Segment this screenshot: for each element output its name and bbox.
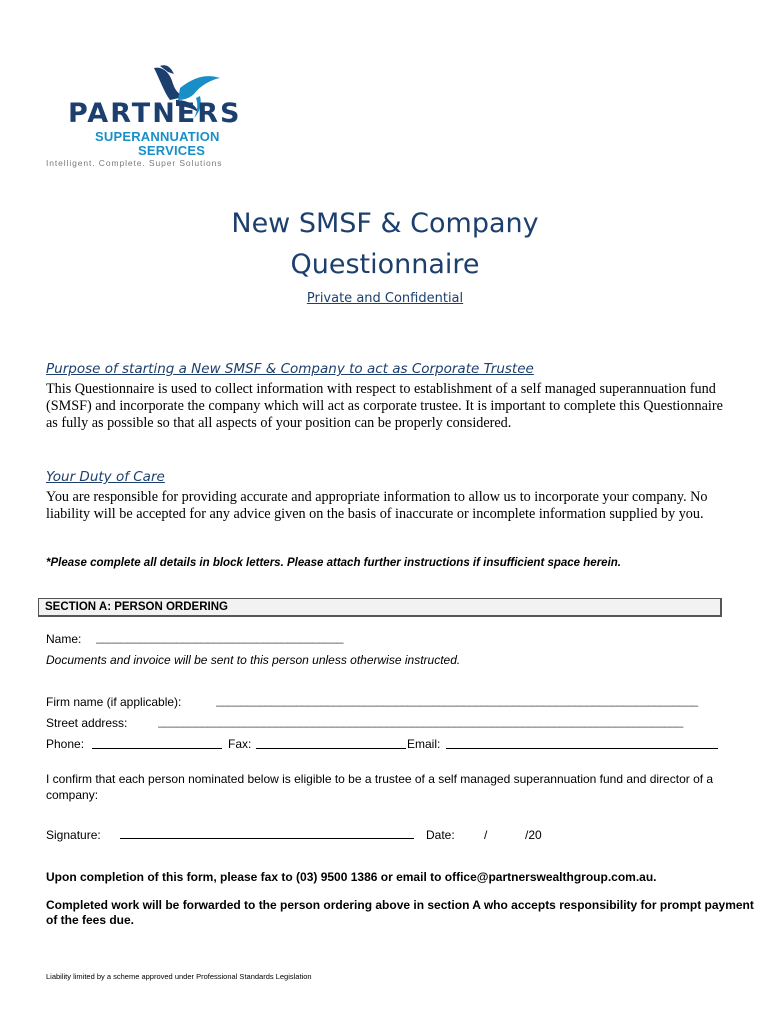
- signature-label: Signature:: [46, 828, 101, 842]
- name-field[interactable]: ________________________________________: [96, 630, 343, 644]
- section-a-title: SECTION A: PERSON ORDERING: [45, 601, 228, 613]
- completed-work-instruction: Completed work will be forwarded to the person ordering above in section A who accepts responsibility for prompt payment of the fees due.: [46, 898, 754, 927]
- fax-field[interactable]: [256, 748, 406, 749]
- documents-note: Documents and invoice will be sent to this person unless otherwise instructed.: [46, 653, 461, 667]
- firm-name-field[interactable]: ______________________________________________________________________________: [216, 693, 698, 707]
- date-label: Date:: [426, 828, 455, 842]
- name-label: Name:: [46, 632, 82, 646]
- block-letters-note: *Please complete all details in block letters. Please attach further instructions if insufficient space herein.: [46, 557, 621, 569]
- fax-label: Fax:: [228, 737, 252, 751]
- date-year: /20: [525, 828, 542, 842]
- logo-tagline: Intelligent. Complete. Super Solutions: [46, 158, 223, 168]
- liability-footer: Liability limited by a scheme approved under Professional Standards Legislation: [46, 972, 312, 981]
- phone-field[interactable]: [92, 748, 222, 749]
- page-title-line2: Questionnaire: [290, 249, 480, 280]
- duty-heading: Your Duty of Care: [46, 469, 165, 485]
- firm-name-label: Firm name (if applicable):: [46, 695, 182, 709]
- page-title-line1: New SMSF & Company: [231, 208, 539, 239]
- logo-superannuation-text: SUPERANNUATION: [95, 129, 220, 144]
- date-slash: /: [484, 828, 488, 842]
- logo-partners-text: PARTNERS: [68, 98, 242, 129]
- email-field[interactable]: [446, 748, 718, 749]
- email-label: Email:: [407, 737, 441, 751]
- purpose-heading: Purpose of starting a New SMSF & Company to act as Corporate Trustee: [46, 361, 534, 377]
- phone-label: Phone:: [46, 737, 85, 751]
- duty-body: You are responsible for providing accurate and appropriate information to allow us to incorporate your company. No liability will be accepted for any advice given on the basis of inaccurate or incomplete information supplied by you.: [46, 489, 708, 522]
- purpose-body: This Questionnaire is used to collect information with respect to establishment of a self managed superannuation fund (SMSF) and incorporate the company which will act as corporate trustee. It is important to complete this Questionnaire as fully as possible so that all aspects of your position can be properly considered.: [46, 381, 723, 431]
- signature-field[interactable]: [120, 838, 414, 839]
- confidential-subtitle: Private and Confidential: [306, 291, 464, 306]
- street-address-label: Street address:: [46, 716, 128, 730]
- logo-services-text: SERVICES: [138, 143, 206, 158]
- fax-email-instruction: Upon completion of this form, please fax to (03) 9500 1386 or email to office@partnerswealthgroup.com.au.: [46, 870, 657, 884]
- street-address-field[interactable]: _____________________________________________________________________________________: [158, 714, 683, 728]
- trustee-confirmation-text: I confirm that each person nominated below is eligible to be a trustee of a self managed superannuation fund and director of a company:: [46, 772, 714, 802]
